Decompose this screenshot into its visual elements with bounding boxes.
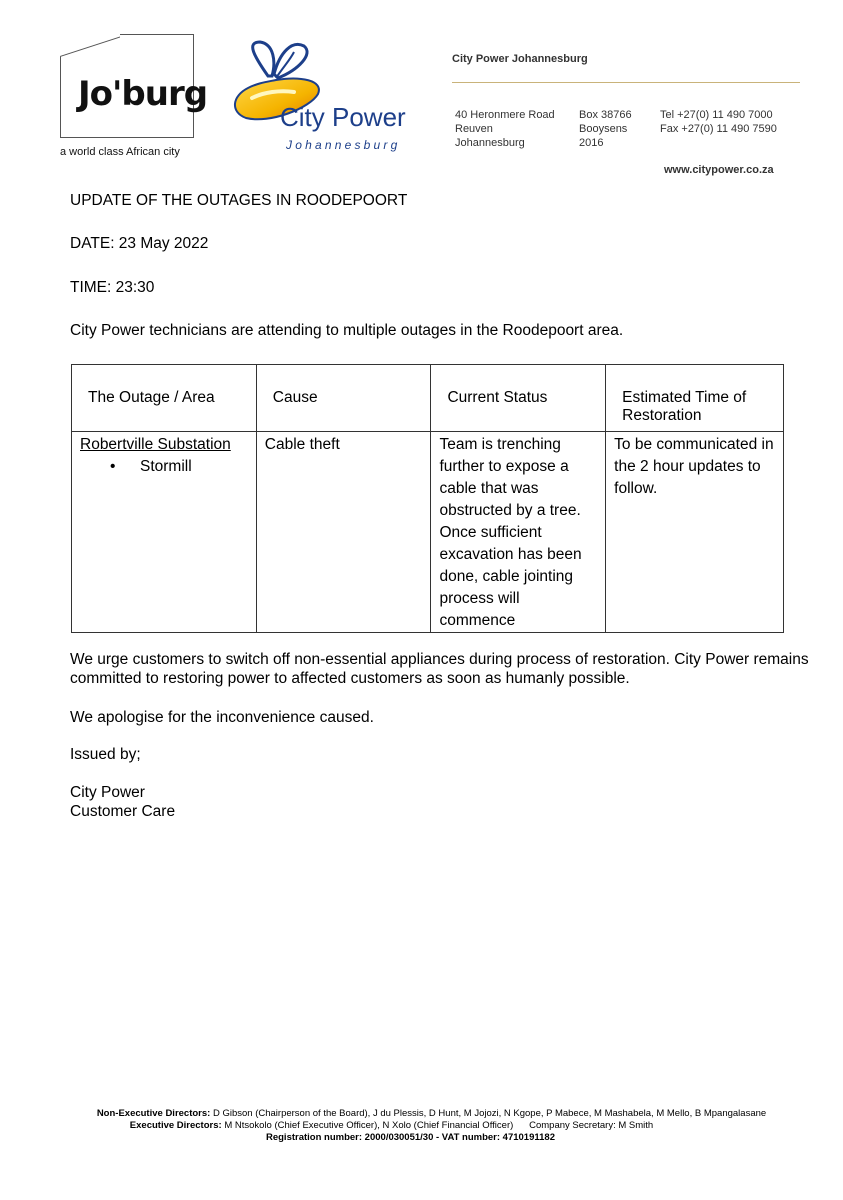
- joburg-tagline: a world class African city: [60, 146, 180, 158]
- address-block-postal: [579, 108, 632, 150]
- urge-paragraph: We urge customers to switch off non-essential appliances during process of restoration. City Power remains committed to restoring power to affected customers as soon as humanly possible.: [70, 651, 809, 687]
- company-secretary: Company Secretary: M Smith: [529, 1120, 654, 1131]
- footer-registration: Registration number: 2000/030051/30 - VAT number: 4710191182: [265, 1132, 555, 1143]
- issued-by-label: Issued by;: [70, 746, 141, 763]
- header-outage-area: The Outage / Area: [72, 365, 257, 432]
- joburg-logo: [60, 34, 208, 162]
- address-line: Reuven: [455, 123, 493, 135]
- signature-org: City Power: [70, 784, 145, 801]
- address-line: 2016: [579, 137, 604, 149]
- tel-number: Tel +27(0) 11 490 7000: [660, 109, 773, 121]
- header-cause: Cause: [256, 365, 431, 432]
- address-block-phone: [660, 108, 777, 136]
- signature-department: Customer Care: [70, 803, 176, 820]
- address-block-street: [455, 108, 555, 150]
- signature-block: [70, 783, 175, 821]
- outages-table: [71, 364, 784, 633]
- cell-cause: Cable theft: [256, 432, 431, 633]
- notice-time: TIME: 23:30: [70, 279, 155, 296]
- header-current-status: Current Status: [431, 365, 606, 432]
- org-name: City Power Johannesburg: [452, 53, 588, 65]
- cell-outage-area: [72, 432, 257, 633]
- exec-names: M Ntsokolo (Chief Executive Officer), N Xolo (Chief Financial Officer): [224, 1120, 514, 1131]
- fax-number: Fax +27(0) 11 490 7590: [660, 123, 777, 135]
- bullet-icon: •: [110, 458, 116, 475]
- city-power-logo: [214, 36, 429, 160]
- address-line: 40 Heronmere Road: [455, 109, 555, 121]
- city-power-logo-subtitle: Johannesburg: [286, 138, 401, 152]
- affected-area-name: Stormill: [140, 458, 192, 475]
- address-line: Box 38766: [579, 109, 632, 121]
- footer-non-executive-directors: [10, 1108, 843, 1120]
- cell-current-status: Team is trenching further to expose a cable that was obstructed by a tree. Once sufficient excavation has been done, cable jointing process will commence: [431, 432, 606, 633]
- address-line: Johannesburg: [455, 137, 525, 149]
- header-estimated-restoration: Estimated Time of Restoration: [606, 365, 784, 432]
- cell-estimated-restoration: To be communicated in the 2 hour updates to follow.: [606, 432, 784, 633]
- table-header-row: [72, 365, 784, 432]
- notice-title: UPDATE OF THE OUTAGES IN ROODEPOORT: [70, 192, 408, 209]
- affected-area-item: [80, 456, 250, 478]
- city-power-logo-name: City Power: [280, 102, 406, 132]
- apology-paragraph: We apologise for the inconvenience caused.: [70, 709, 374, 726]
- non-exec-label: Non-Executive Directors:: [96, 1108, 211, 1119]
- table-row: [72, 432, 784, 633]
- substation-name: Robertville Substation: [80, 436, 231, 453]
- exec-label: Executive Directors:: [129, 1120, 222, 1131]
- joburg-logo-text: Jo'burg: [78, 74, 208, 114]
- notice-intro: City Power technicians are attending to multiple outages in the Roodepoort area.: [70, 322, 624, 339]
- website-link[interactable]: www.citypower.co.za: [664, 164, 774, 176]
- footer-executive-directors: [0, 1120, 813, 1132]
- non-exec-names: D Gibson (Chairperson of the Board), J du Plessis, D Hunt, M Jojozi, N Kgope, P Mabece, M Mashabela, M Mello, B Mpangalasane: [212, 1108, 767, 1119]
- address-line: Booysens: [579, 123, 628, 135]
- header-divider: [452, 82, 800, 83]
- notice-date: DATE: 23 May 2022: [70, 235, 209, 252]
